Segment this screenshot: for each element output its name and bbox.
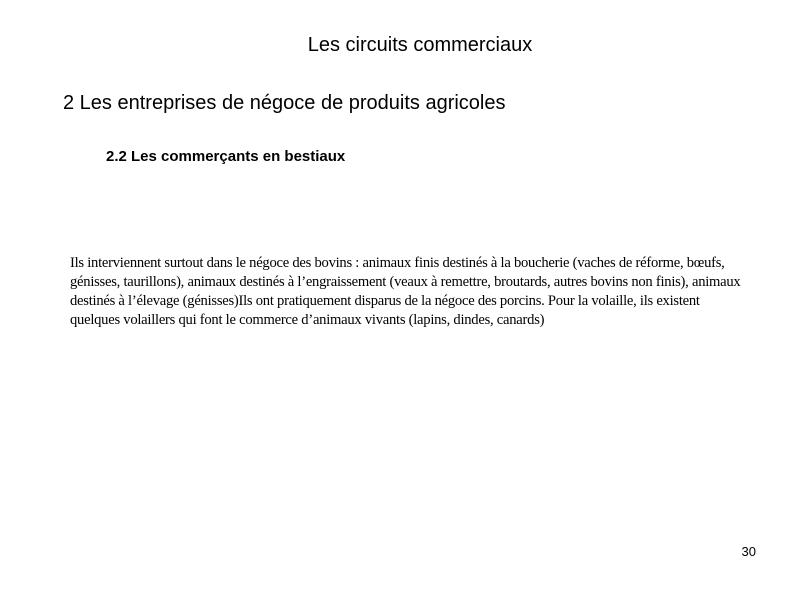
section-heading: 2 Les entreprises de négoce de produits agricoles	[63, 92, 506, 114]
subsection-heading: 2.2 Les commerçants en bestiaux	[106, 148, 346, 165]
slide-title: Les circuits commerciaux	[307, 34, 533, 56]
page-number: 30	[741, 544, 756, 559]
body-paragraph: Ils interviennent surtout dans le négoce des bovins : animaux finis destinés à la boucherie (vaches de réforme, bœufs, génisses, taurillons), animaux destinés à l’engraissement (veaux à remettre, broutards, autres bovins non finis), animaux destinés à l’élevage (génisses)Ils ont pratiquement disparus de la négoce des porcins. Pour la volaille, ils existent quelques volaillers qui font le commerce d’animaux vivants (lapins, dindes, canards)	[70, 255, 741, 328]
